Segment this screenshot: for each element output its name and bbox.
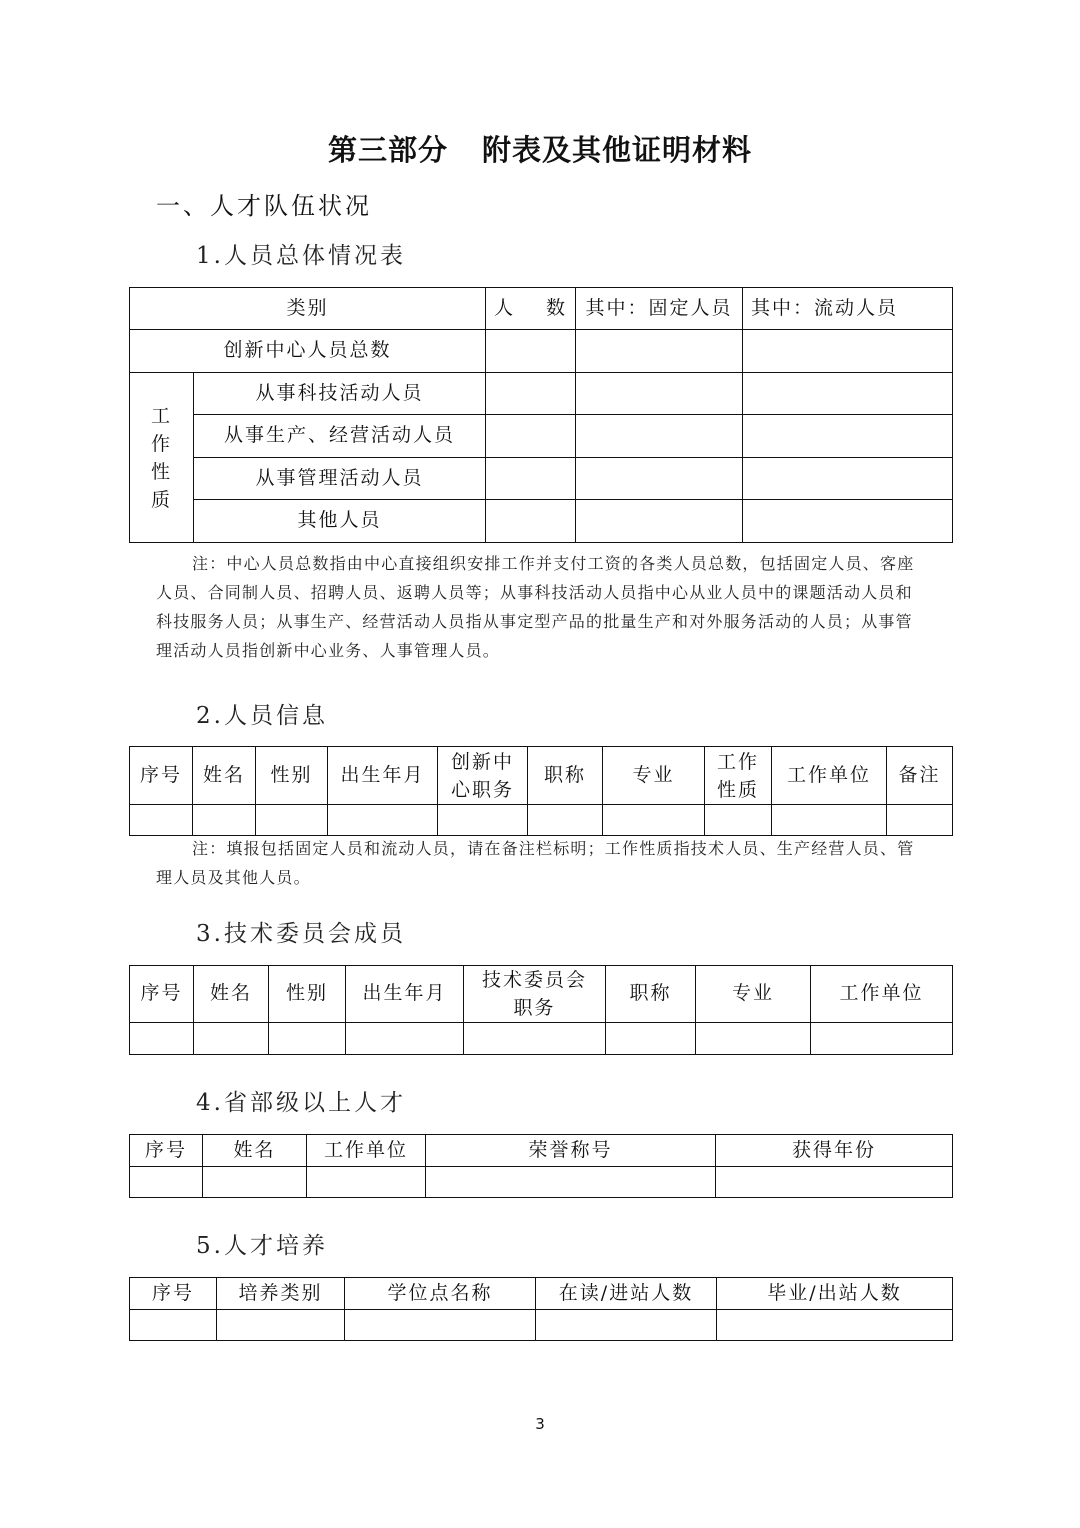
cell[interactable] — [696, 1023, 811, 1055]
col-header: 获得年份 — [716, 1135, 953, 1167]
cell[interactable] — [887, 805, 953, 836]
col-header: 出生年月 — [346, 966, 464, 1023]
cell[interactable] — [194, 1023, 269, 1055]
col-header: 工作单位 — [772, 747, 887, 805]
cell[interactable] — [130, 1310, 217, 1341]
cell[interactable] — [743, 415, 953, 458]
col-header: 职称 — [606, 966, 696, 1023]
tech-committee-table — [129, 965, 953, 1055]
cell[interactable] — [486, 330, 576, 373]
cell[interactable] — [772, 805, 887, 836]
row-total-label: 创新中心人员总数 — [130, 330, 486, 373]
table2-note: 注：填报包括固定人员和流动人员，请在备注栏标明；工作性质指技术人员、生产经营人员、管理人员及其他人员。 — [156, 839, 915, 887]
cell[interactable] — [743, 330, 953, 373]
col-header: 序号 — [130, 747, 193, 805]
table5-heading: 5.人才培养 — [196, 1233, 328, 1259]
cell[interactable] — [130, 1167, 203, 1198]
col-header: 毕业/出站人数 — [717, 1278, 953, 1310]
cell[interactable] — [438, 805, 528, 836]
cell[interactable] — [486, 458, 576, 500]
cell[interactable] — [536, 1310, 717, 1341]
cell[interactable] — [603, 805, 705, 836]
col-header: 姓名 — [194, 966, 269, 1023]
cell[interactable] — [528, 805, 603, 836]
row-label: 其他人员 — [194, 500, 486, 543]
title-part: 第三部分 — [327, 133, 448, 167]
row-label: 从事生产、经营活动人员 — [194, 415, 486, 458]
table4-heading: 4.省部级以上人才 — [196, 1090, 406, 1116]
page-number: 3 — [535, 1415, 545, 1433]
header-count: 人 数 — [486, 288, 576, 330]
table2-heading: 2.人员信息 — [196, 703, 328, 729]
cell[interactable] — [193, 805, 256, 836]
cell[interactable] — [743, 458, 953, 500]
col-header: 备注 — [887, 747, 953, 805]
cell[interactable] — [256, 805, 328, 836]
col-header: 在读/进站人数 — [536, 1278, 717, 1310]
cell[interactable] — [717, 1310, 953, 1341]
col-header: 序号 — [130, 1135, 203, 1167]
staff-info-table — [129, 746, 953, 836]
col-header: 工作性质 — [705, 747, 772, 805]
col-header: 性别 — [269, 966, 346, 1023]
col-header: 培养类别 — [217, 1278, 345, 1310]
table1-note: 注：中心人员总数指由中心直接组织安排工作并支付工资的各类人员总数，包括固定人员、客座人员、合同制人员、招聘人员、返聘人员等；从事科技活动人员指中心从业人员中的课题活动人员和科技服务人员；从事生产、经营活动人员指从事定型产品的批量生产和对外服务活动的人员；从事管理活动人员指创新中心业务、人事管理人员。 — [156, 554, 915, 660]
page-title — [0, 128, 1080, 169]
cell[interactable] — [576, 373, 743, 415]
cell[interactable] — [576, 500, 743, 543]
cell[interactable] — [486, 373, 576, 415]
talent-table — [129, 1134, 953, 1198]
col-header: 性别 — [256, 747, 328, 805]
col-header: 专业 — [603, 747, 705, 805]
cell[interactable] — [345, 1310, 536, 1341]
cell[interactable] — [130, 1023, 194, 1055]
cell[interactable] — [486, 415, 576, 458]
cell[interactable] — [486, 500, 576, 543]
cell[interactable] — [464, 1023, 606, 1055]
cell[interactable] — [426, 1167, 716, 1198]
header-category: 类别 — [130, 288, 486, 330]
col-header: 专业 — [696, 966, 811, 1023]
title-name: 附表及其他证明材料 — [482, 133, 753, 167]
col-header: 技术委员会职务 — [464, 966, 606, 1023]
header-fixed: 其中：固定人员 — [576, 288, 743, 330]
row-label: 从事科技活动人员 — [194, 373, 486, 415]
cell[interactable] — [606, 1023, 696, 1055]
col-header: 序号 — [130, 966, 194, 1023]
cell[interactable] — [217, 1310, 345, 1341]
col-header: 序号 — [130, 1278, 217, 1310]
header-mobile: 其中：流动人员 — [743, 288, 953, 330]
cell[interactable] — [576, 458, 743, 500]
col-header: 姓名 — [193, 747, 256, 805]
cell[interactable] — [346, 1023, 464, 1055]
row-label: 从事管理活动人员 — [194, 458, 486, 500]
cell[interactable] — [203, 1167, 307, 1198]
col-header: 工作单位 — [811, 966, 953, 1023]
cell[interactable] — [130, 805, 193, 836]
cell[interactable] — [307, 1167, 426, 1198]
col-header: 姓名 — [203, 1135, 307, 1167]
cell[interactable] — [328, 805, 438, 836]
col-header: 工作单位 — [307, 1135, 426, 1167]
work-nature-group: 工 作 性 质 — [130, 373, 194, 543]
col-header: 职称 — [528, 747, 603, 805]
cell[interactable] — [811, 1023, 953, 1055]
table3-heading: 3.技术委员会成员 — [196, 921, 406, 947]
training-table — [129, 1277, 953, 1341]
col-header: 荣誉称号 — [426, 1135, 716, 1167]
section-heading: 一、人才队伍状况 — [156, 192, 372, 220]
cell[interactable] — [576, 330, 743, 373]
col-header: 创新中心职务 — [438, 747, 528, 805]
cell[interactable] — [743, 373, 953, 415]
cell[interactable] — [576, 415, 743, 458]
staff-overview-table — [129, 287, 953, 543]
col-header: 出生年月 — [328, 747, 438, 805]
table1-heading: 1.人员总体情况表 — [196, 243, 406, 269]
cell[interactable] — [716, 1167, 953, 1198]
cell[interactable] — [743, 500, 953, 543]
col-header: 学位点名称 — [345, 1278, 536, 1310]
cell[interactable] — [705, 805, 772, 836]
cell[interactable] — [269, 1023, 346, 1055]
